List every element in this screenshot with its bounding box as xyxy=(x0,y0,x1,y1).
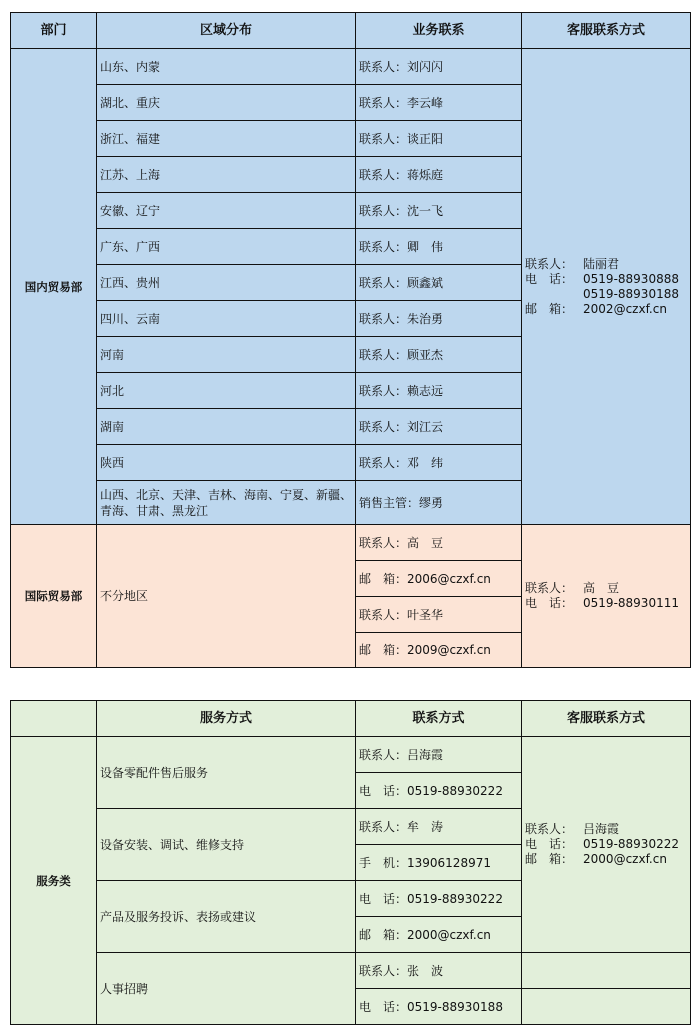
contact-cell: 电 话：0519-88930222 xyxy=(356,881,522,917)
header-business-contact: 业务联系 xyxy=(356,13,522,49)
service-name-cell: 设备安装、调试、维修支持 xyxy=(97,809,356,881)
table-row xyxy=(11,953,691,989)
trade-contact-table xyxy=(10,12,691,668)
empty-kefu-cell xyxy=(522,953,691,989)
service-kefu-info xyxy=(522,737,691,953)
service-phone-value-2: 0519-88930188 xyxy=(583,286,679,301)
service-category: 服务类 xyxy=(11,737,97,1025)
international-service-info xyxy=(522,525,691,668)
region-cell: 山东、内蒙 xyxy=(97,49,356,85)
dept-domestic: 国内贸易部 xyxy=(11,49,97,525)
region-cell: 浙江、福建 xyxy=(97,121,356,157)
contact-cell: 邮 箱：2006@czxf.cn xyxy=(356,561,522,597)
contact-cell: 联系人：蒋烁庭 xyxy=(356,157,522,193)
contact-cell: 手 机：13906128971 xyxy=(356,845,522,881)
contact-cell: 联系人：刘闪闪 xyxy=(356,49,522,85)
service-contact-label: 联系人： xyxy=(525,581,574,595)
domestic-service-info xyxy=(522,49,691,525)
contact-cell: 销售主管：缪勇 xyxy=(356,481,522,525)
region-cell: 河南 xyxy=(97,337,356,373)
header-dept: 部门 xyxy=(11,13,97,49)
header-region: 区域分布 xyxy=(97,13,356,49)
service-contact-label: 联系人： xyxy=(525,256,574,271)
contact-cell: 联系人：刘江云 xyxy=(356,409,522,445)
contact-cell: 联系人：沈一飞 xyxy=(356,193,522,229)
header-contact-method: 联系方式 xyxy=(356,701,522,737)
region-cell: 陕西 xyxy=(97,445,356,481)
region-cell: 湖北、重庆 xyxy=(97,85,356,121)
service-phone-label: 电 话： xyxy=(525,271,574,286)
service-contact-value: 高 豆 xyxy=(583,581,620,595)
contact-cell: 联系人：顾鑫斌 xyxy=(356,265,522,301)
header-service-mode: 服务方式 xyxy=(97,701,356,737)
service-name-cell: 人事招聘 xyxy=(97,953,356,1025)
service-kefu-block xyxy=(525,822,687,867)
contact-cell: 联系人：吕海霞 xyxy=(356,737,522,773)
service-contact-value: 吕海霞 xyxy=(583,822,620,836)
contact-cell: 联系人：高 豆 xyxy=(356,525,522,561)
service-email-label: 邮 箱： xyxy=(525,852,574,866)
region-cell: 江西、贵州 xyxy=(97,265,356,301)
region-cell: 安徽、辽宁 xyxy=(97,193,356,229)
table-row xyxy=(11,737,691,773)
contact-cell: 邮 箱：2000@czxf.cn xyxy=(356,917,522,953)
service-phone-label: 电 话： xyxy=(525,596,574,610)
contact-cell: 邮 箱：2009@czxf.cn xyxy=(356,633,522,668)
region-cell: 广东、广西 xyxy=(97,229,356,265)
service-contact-label: 联系人： xyxy=(525,822,574,836)
service-name-cell: 产品及服务投诉、表扬或建议 xyxy=(97,881,356,953)
empty-kefu-cell xyxy=(522,989,691,1025)
region-cell: 湖南 xyxy=(97,409,356,445)
table-row xyxy=(11,49,691,85)
region-cell: 江苏、上海 xyxy=(97,157,356,193)
header-customer-service: 客服联系方式 xyxy=(522,701,691,737)
table-row xyxy=(11,525,691,561)
service-contact-value: 陆丽君 xyxy=(583,256,620,271)
service-phone-value: 0519-88930111 xyxy=(583,596,679,610)
contact-cell: 联系人：叶圣华 xyxy=(356,597,522,633)
header-customer-service: 客服联系方式 xyxy=(522,13,691,49)
trade-header-row xyxy=(11,13,691,49)
contact-cell: 联系人：牟 涛 xyxy=(356,809,522,845)
contact-cell: 联系人：卿 伟 xyxy=(356,229,522,265)
service-phone-label: 电 话： xyxy=(525,837,574,851)
region-cell: 山西、北京、天津、吉林、海南、宁夏、新疆、青海、甘肃、黑龙江 xyxy=(97,481,356,525)
region-cell: 不分地区 xyxy=(97,525,356,668)
domestic-service-block xyxy=(525,257,687,317)
contact-cell: 电 话：0519-88930188 xyxy=(356,989,522,1025)
international-service-block xyxy=(525,581,687,611)
service-name-cell: 设备零配件售后服务 xyxy=(97,737,356,809)
contact-cell: 联系人：赖志远 xyxy=(356,373,522,409)
contact-cell: 联系人：顾亚杰 xyxy=(356,337,522,373)
contact-cell: 联系人：朱治勇 xyxy=(356,301,522,337)
region-cell: 河北 xyxy=(97,373,356,409)
contact-cell: 联系人：谈正阳 xyxy=(356,121,522,157)
dept-international: 国际贸易部 xyxy=(11,525,97,668)
service-phone-value-1: 0519-88930888 xyxy=(583,271,679,286)
service-phone-value: 0519-88930222 xyxy=(583,837,679,851)
service-email-label: 邮 箱： xyxy=(525,301,574,316)
contact-cell: 联系人：邓 纬 xyxy=(356,445,522,481)
service-email-value: 2000@czxf.cn xyxy=(583,852,667,866)
contact-cell: 联系人：李云峰 xyxy=(356,85,522,121)
contact-cell: 电 话：0519-88930222 xyxy=(356,773,522,809)
service-header-row xyxy=(11,701,691,737)
service-contact-table xyxy=(10,700,691,1025)
service-email-value: 2002@czxf.cn xyxy=(583,301,667,316)
contact-cell: 联系人：张 波 xyxy=(356,953,522,989)
region-cell: 四川、云南 xyxy=(97,301,356,337)
header-blank xyxy=(11,701,97,737)
